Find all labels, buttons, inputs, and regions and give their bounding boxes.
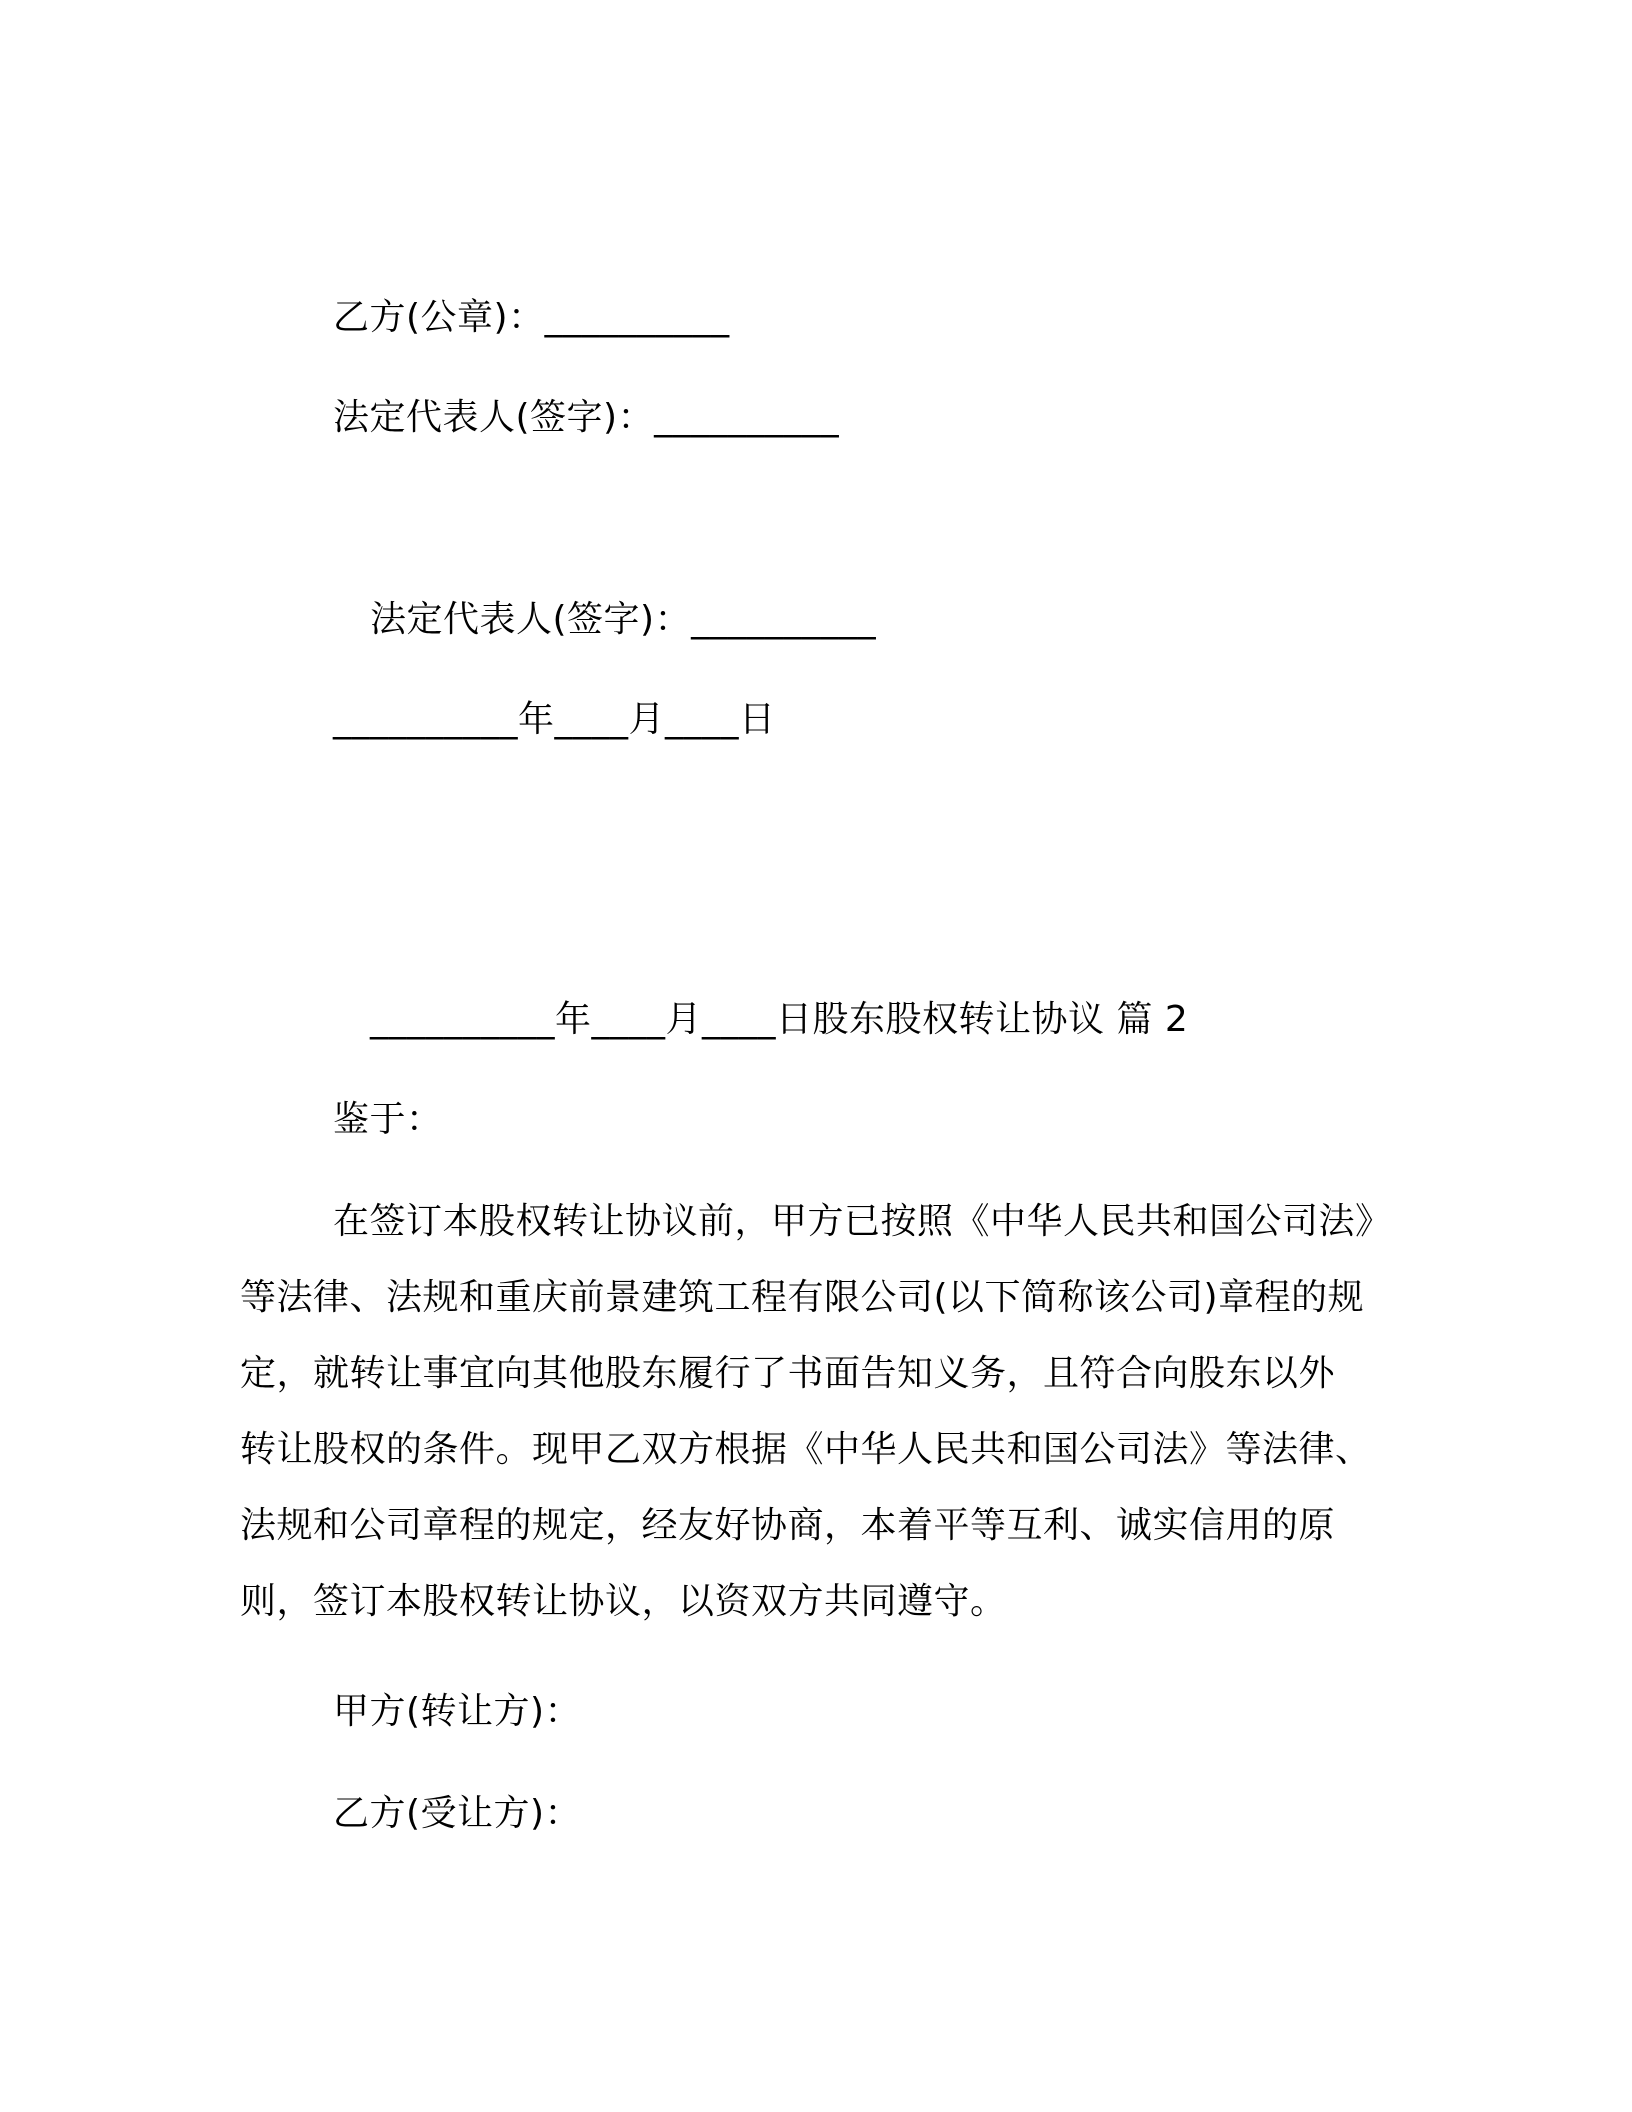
paragraph-line: 则，签订本股权转让协议，以资双方共同遵守。: [240, 1581, 1007, 1622]
paragraph-line: 定，就转让事宜向其他股东履行了书面告知义务，且符合向股东以外: [240, 1353, 1336, 1394]
paragraph-line: 法规和公司章程的规定，经友好协商，本着平等互利、诚实信用的原: [240, 1505, 1336, 1546]
signature-date-line: __________年____月____日: [333, 699, 776, 740]
section-heading: __________年____月____日股东股权转让协议 篇 2: [370, 999, 1189, 1040]
paragraph-line: 等法律、法规和重庆前景建筑工程有限公司(以下简称该公司)章程的规: [240, 1277, 1365, 1318]
party-b-seal-line: 乙方(公章)：__________: [333, 297, 730, 338]
legal-rep-signature-line: 法定代表人(签字)：__________: [333, 397, 840, 438]
paragraph-line: 转让股权的条件。现甲乙双方根据《中华人民共和国公司法》等法律、: [240, 1429, 1372, 1470]
party-b-label: 乙方(受让方)：: [333, 1793, 582, 1834]
paragraph-line: 在签订本股权转让协议前，甲方已按照《中华人民共和国公司法》: [333, 1201, 1392, 1242]
legal-rep-signature-line-2: 法定代表人(签字)：__________: [370, 599, 877, 640]
party-a-label: 甲方(转让方)：: [333, 1691, 582, 1732]
whereas-label: 鉴于：: [333, 1099, 443, 1140]
